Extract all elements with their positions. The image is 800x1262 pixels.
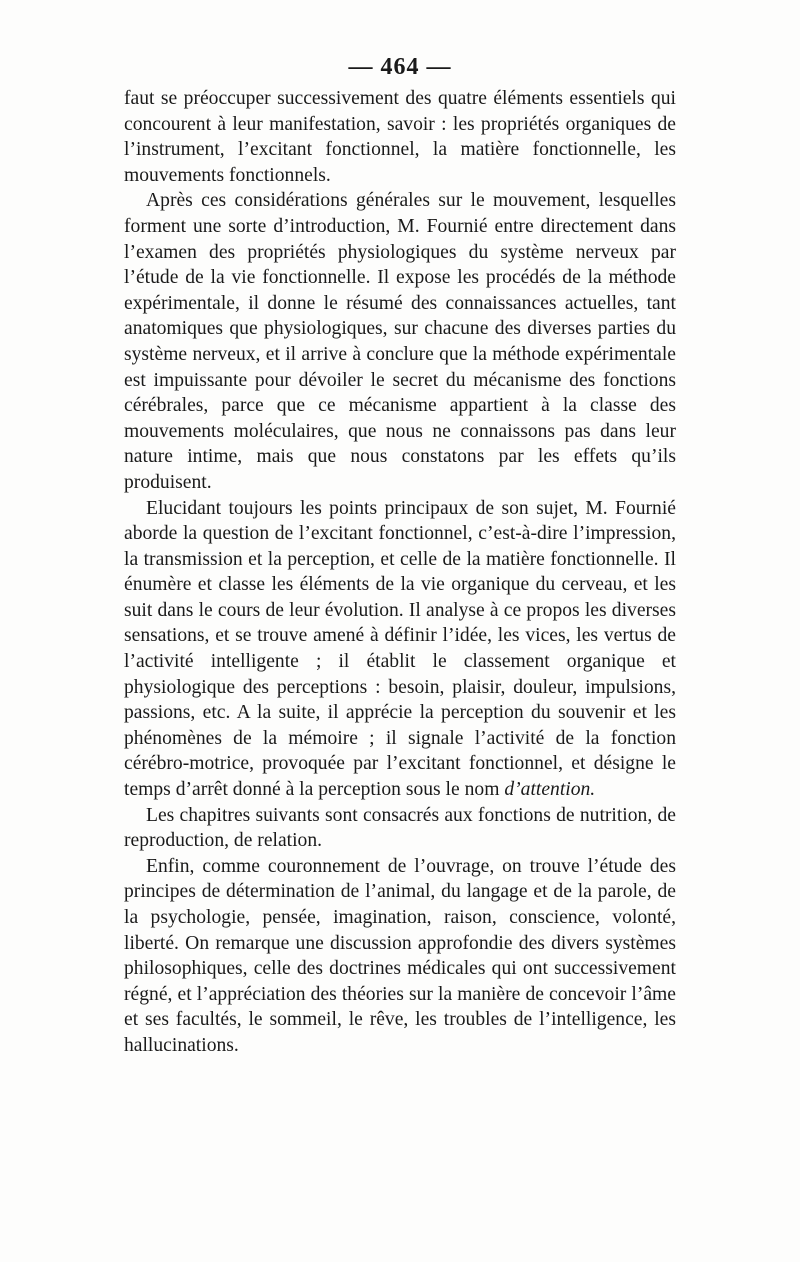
paragraph-4 bbox=[124, 803, 676, 854]
page-number: — 464 — bbox=[348, 54, 452, 80]
paragraph-5-text: Enfin, comme couronnement de l’ouvrage, on trouve l’étude des principes de détermination de l’animal, du langage et de la parole, de la psychologie, pensée, imagination, raison, conscience, volonté, liberté. On remarque une discussion approfondie des divers systèmes philosophiques, celle des doctrines médicales qui ont successivement régné, et l’appréciation des théories sur la manière de concevoir l’âme et ses facultés, le sommeil, le rêve, les troubles de l’intelligence, les hallucinations. bbox=[124, 855, 676, 1056]
paragraph-2 bbox=[124, 188, 676, 495]
paragraph-2-text: Après ces considérations générales sur le mouvement, lesquelles forment une sorte d’introduction, M. Fournié entre directement dans l’examen des propriétés physiologiques du système nerveux par l’étude de la vie fonctionnelle. Il expose les procédés de la méthode expérimentale, il donne le résumé des connaissances actuelles, tant anatomiques que physiologiques, sur chacune des diverses parties du système nerveux, et il arrive à conclure que la méthode expérimentale est impuissante pour dévoiler le secret du mécanisme des fonctions cérébrales, parce que ce mécanisme appartient à la classe des mouvements moléculaires, que nous ne connaissons pas dans leur nature intime, mais que nous constatons par les effets qu’ils produisent. bbox=[124, 190, 676, 493]
paragraph-1 bbox=[124, 86, 676, 188]
attention-term: d’attention. bbox=[504, 779, 596, 801]
paragraph-1-text: faut se préoccuper successivement des quatre éléments essentiels qui concourent à leur manifestation, savoir : les propriétés organiques de l’instrument, l’excitant fonctionnel, la matière fonctionnelle, les mouvements fonctionnels. bbox=[124, 88, 676, 186]
paragraph-4-text: Les chapitres suivants sont consacrés aux fonctions de nutrition, de reproduction, de relation. bbox=[124, 804, 676, 852]
paragraph-5 bbox=[124, 854, 676, 1059]
body-text bbox=[124, 86, 676, 1059]
paragraph-3 bbox=[124, 496, 676, 803]
paragraph-3-text: Elucidant toujours les points principaux de son sujet, M. Fournié aborde la question de l’excitant fonctionnel, c’est-à-dire l’impression, la transmission et la perception, et celle de la matière fonctionnelle. Il énumère et classe les éléments de la vie organique du cerveau, et les suit dans le cours de leur évolution. Il analyse à ce propos les diverses sensations, et se trouve amené à définir l’idée, les vices, les vertus de l’activité intelligente ; il établit le classement organique et physiologique des perceptions : besoin, plaisir, douleur, impulsions, passions, etc. A la suite, il apprécie la perception du souvenir et les phénomènes de la mémoire ; il signale l’activité de la fonction cérébro-motrice, provoquée par l’excitant fonctionnel, et désigne le temps d’arrêt donné à la perception sous le nom bbox=[124, 497, 676, 801]
